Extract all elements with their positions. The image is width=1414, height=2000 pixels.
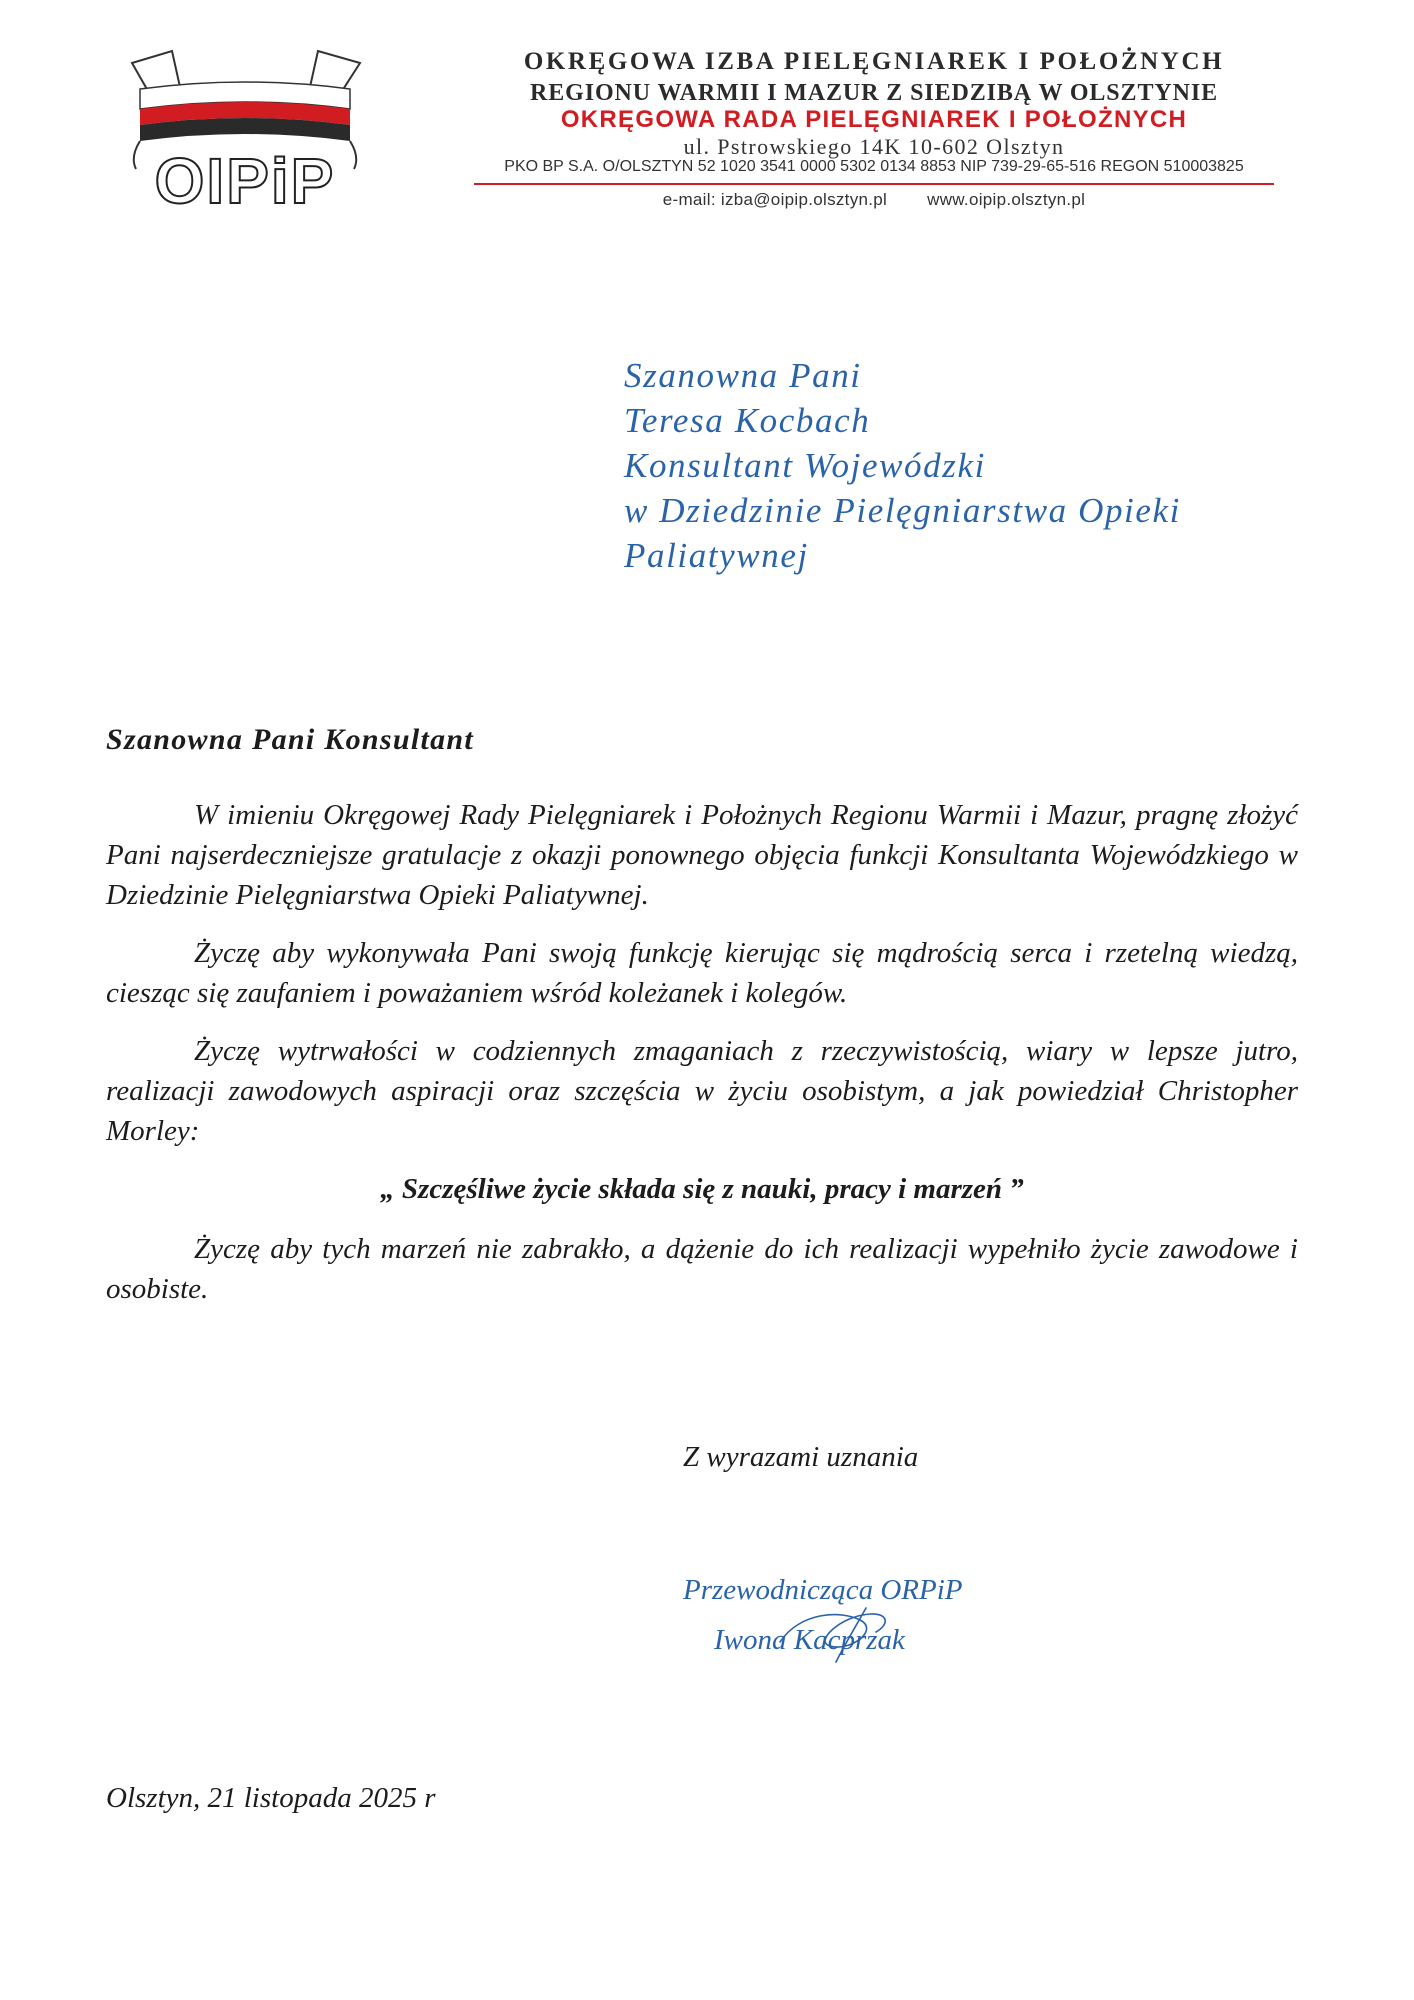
signature-title: Przewodnicząca ORPiP	[683, 1574, 963, 1606]
addressee-line: Teresa Kocbach	[624, 401, 871, 440]
salutation: Szanowna Pani Konsultant	[106, 723, 475, 756]
addressee-line: Szanowna Pani	[624, 356, 862, 395]
email-link[interactable]: e-mail: izba@oipip.olsztyn.pl	[662, 190, 888, 209]
letterhead-divider	[474, 183, 1274, 185]
logo-wordmark	[120, 148, 370, 214]
contact-line	[474, 190, 1274, 210]
paragraph: Życzę wytrwałości w codziennych zmaganiach z rzeczywistością, wiary w lepsze jutro, realizacji zawodowych aspiracji oraz szczęścia w życiu osobistym, a jak powiedział Christopher Morley:	[106, 1035, 1298, 1147]
addressee-line: Konsultant Wojewódzki	[624, 446, 986, 485]
bank-details: PKO BP S.A. O/OLSZTYN 52 1020 3541 0000 5302 0134 8853 NIP 739-29-65-516 REGON 510003825	[504, 158, 1244, 175]
paragraph: Życzę aby wykonywała Pani swoją funkcję kierując się mądrością serca i rzetelną wiedzą, ciesząc się zaufaniem i poważaniem wśród koleżanek i kolegów.	[106, 937, 1298, 1009]
svg-text:OIPiP: OIPiP	[154, 148, 336, 214]
quote: „ Szczęśliwe życie składa się z nauki, pracy i marzeń ”	[380, 1173, 1024, 1205]
signature-name: Iwona Kacprzak	[714, 1624, 905, 1656]
org-address: ul. Pstrowskiego 14K 10-602 Olsztyn	[683, 134, 1065, 159]
addressee-line: Paliatywnej	[624, 536, 809, 575]
handwritten-signature-icon	[770, 1602, 900, 1672]
letter-date: Olsztyn, 21 listopada 2025 r	[106, 1782, 436, 1814]
council-name: OKRĘGOWA RADA PIELĘGNIAREK I POŁOŻNYCH	[560, 106, 1188, 133]
addressee-block	[624, 353, 1364, 578]
letter-body	[106, 795, 1298, 1327]
closing: Z wyrazami uznania	[683, 1441, 919, 1473]
org-name-line1: OKRĘGOWA IZBA PIELĘGNIAREK I POŁOŻNYCH	[523, 48, 1225, 75]
paragraph: W imieniu Okręgowej Rady Pielęgniarek i Położnych Regionu Warmii i Mazur, pragnę złożyć Pani najserdeczniejsze gratulacje z okazji ponownego objęcia funkcji Konsultanta Wojewódzkiego w Dziedzinie Pielęgniarstwa Opieki Paliatywnej.	[106, 799, 1298, 911]
addressee-line: w Dziedzinie Pielęgniarstwa Opieki	[624, 491, 1181, 530]
website-link[interactable]: www.oipip.olsztyn.pl	[927, 190, 1086, 209]
org-name-line2: REGIONU WARMII I MAZUR Z SIEDZIBĄ W OLSZTYNIE	[530, 80, 1218, 106]
paragraph: Życzę aby tych marzeń nie zabrakło, a dążenie do ich realizacji wypełniło życie zawodowe i osobiste.	[106, 1233, 1298, 1305]
